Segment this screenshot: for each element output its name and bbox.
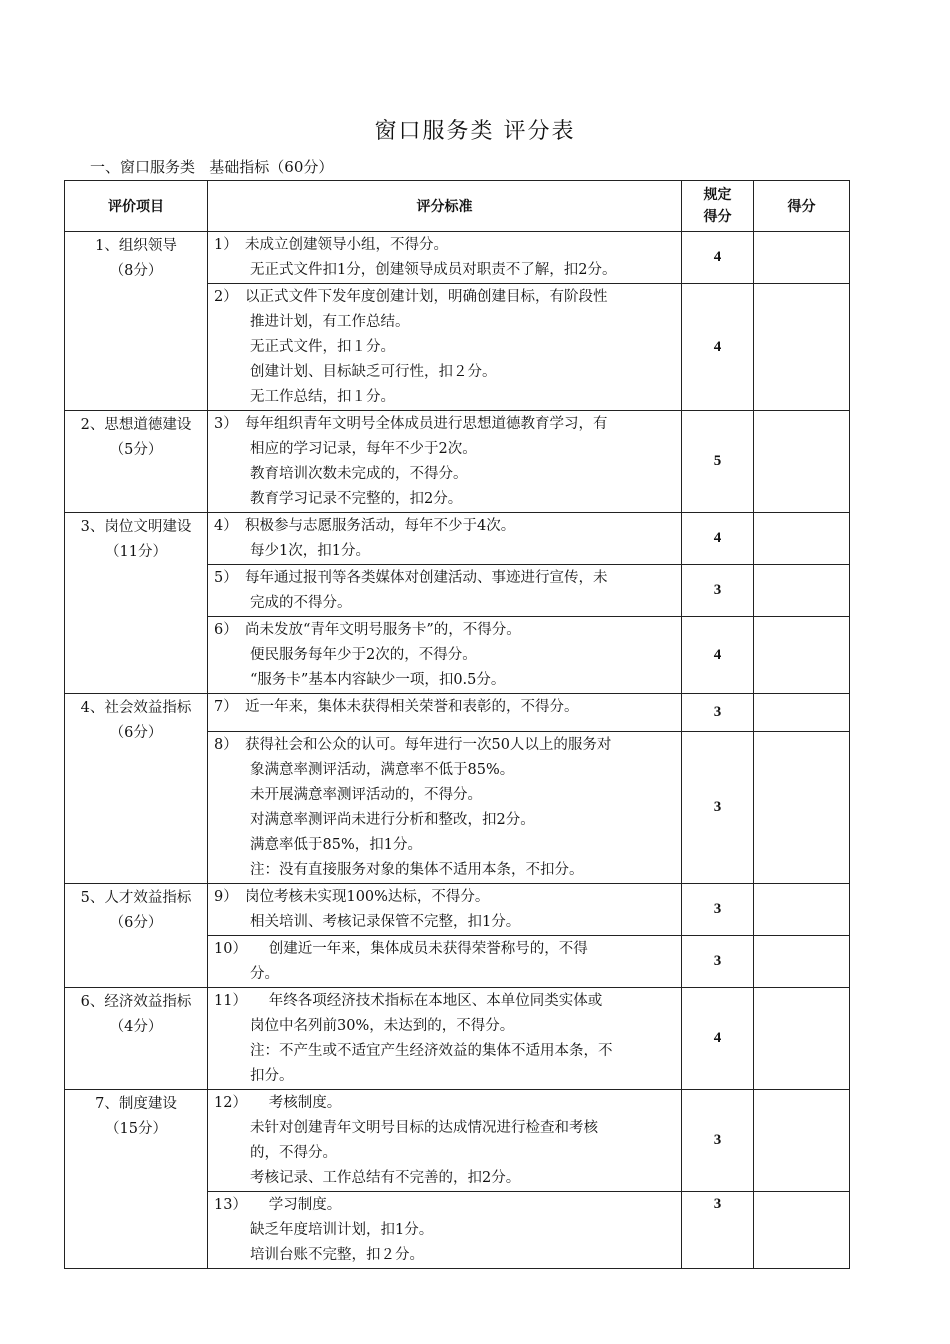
- prescribed-points: 3: [682, 1090, 754, 1192]
- category-cell: [65, 988, 208, 1090]
- criteria-line: 满意率低于85%，扣1分。: [250, 837, 422, 853]
- category-cell: [65, 411, 208, 513]
- score-input-cell[interactable]: [754, 694, 850, 732]
- prescribed-points: 3: [682, 936, 754, 988]
- header-points-line2: 得分: [703, 209, 732, 225]
- section-heading: 一、窗口服务类 基础指标（60分）: [90, 158, 334, 176]
- score-input-cell[interactable]: [754, 732, 850, 884]
- category-name: 3、岗位文明建设: [80, 519, 192, 535]
- table-row: [65, 694, 850, 732]
- header-points: [682, 181, 754, 232]
- criteria-line: 对满意率测评尚未进行分析和整改，扣2分。: [250, 812, 535, 828]
- criteria-line: 岗位中名列前30%，未达到的，不得分。: [250, 1018, 515, 1034]
- prescribed-points: 4: [682, 988, 754, 1090]
- criteria-line: 8） 获得社会和公众的认可。每年进行一次50人以上的服务对: [214, 737, 612, 753]
- criteria-cell: [208, 988, 682, 1090]
- criteria-line: 创建计划、目标缺乏可行性，扣２分。: [250, 364, 497, 380]
- criteria-line: 11） 年终各项经济技术指标在本地区、本单位同类实体或: [214, 993, 603, 1009]
- criteria-line: 每少1次，扣1分。: [250, 543, 370, 559]
- criteria-line: 7） 近一年来，集体未获得相关荣誉和表彰的，不得分。: [214, 699, 579, 715]
- criteria-line: 无正式文件，扣１分。: [250, 339, 395, 355]
- category-points: （5分）: [109, 442, 163, 458]
- category-name: 5、人才效益指标: [80, 890, 192, 906]
- prescribed-points: 3: [682, 1192, 754, 1269]
- category-points: （8分）: [109, 263, 163, 279]
- score-input-cell[interactable]: [754, 617, 850, 694]
- criteria-line: 培训台账不完整，扣２分。: [250, 1247, 424, 1263]
- criteria-line: 无工作总结，扣１分。: [250, 389, 395, 405]
- criteria-line: 10） 创建近一年来，集体成员未获得荣誉称号的，不得: [214, 941, 588, 957]
- table-row: [65, 1090, 850, 1192]
- prescribed-points: 4: [682, 617, 754, 694]
- category-points: （11分）: [105, 544, 167, 560]
- criteria-cell: [208, 1192, 682, 1269]
- criteria-cell: [208, 694, 682, 732]
- prescribed-points: 4: [682, 284, 754, 411]
- category-cell: [65, 1090, 208, 1269]
- criteria-cell: [208, 884, 682, 936]
- criteria-line: 无正式文件扣1分，创建领导成员对职责不了解，扣2分。: [250, 262, 617, 278]
- table-row: [65, 513, 850, 565]
- header-criteria: 评分标准: [208, 181, 682, 232]
- category-points: （6分）: [109, 915, 163, 931]
- criteria-line: 12） 考核制度。: [214, 1095, 342, 1111]
- criteria-cell: [208, 513, 682, 565]
- prescribed-points: 3: [682, 694, 754, 732]
- criteria-cell: [208, 732, 682, 884]
- category-points: （4分）: [109, 1019, 163, 1035]
- score-input-cell[interactable]: [754, 988, 850, 1090]
- prescribed-points: 3: [682, 884, 754, 936]
- header-score: 得分: [754, 181, 850, 232]
- table-row: [65, 988, 850, 1090]
- criteria-line: 注：没有直接服务对象的集体不适用本条，不扣分。: [250, 862, 584, 878]
- category-cell: [65, 694, 208, 884]
- criteria-line: 相关培训、考核记录保管不完整，扣1分。: [250, 914, 521, 930]
- header-points-line1: 规定: [703, 187, 732, 203]
- header-item: 评价项目: [65, 181, 208, 232]
- score-input-cell[interactable]: [754, 411, 850, 513]
- criteria-line: 3） 每年组织青年文明号全体成员进行思想道德教育学习，有: [214, 416, 608, 432]
- criteria-line: 13） 学习制度。: [214, 1197, 342, 1213]
- criteria-line: 教育学习记录不完整的，扣2分。: [250, 491, 463, 507]
- criteria-line: 2） 以正式文件下发年度创建计划，明确创建目标，有阶段性: [214, 289, 608, 305]
- table-row: [65, 232, 850, 284]
- scoring-table: [64, 180, 850, 1269]
- category-name: 4、社会效益指标: [80, 700, 192, 716]
- criteria-line: 便民服务每年少于2次的，不得分。: [250, 647, 477, 663]
- criteria-line: 的，不得分。: [250, 1145, 337, 1161]
- score-input-cell[interactable]: [754, 884, 850, 936]
- criteria-line: 相应的学习记录，每年不少于2次。: [250, 441, 477, 457]
- prescribed-points: 4: [682, 232, 754, 284]
- category-cell: [65, 884, 208, 988]
- score-input-cell[interactable]: [754, 284, 850, 411]
- table-header-row: [65, 181, 850, 232]
- category-name: 7、制度建设: [95, 1096, 177, 1112]
- prescribed-points: 5: [682, 411, 754, 513]
- criteria-line: 完成的不得分。: [250, 595, 352, 611]
- criteria-line: “服务卡”基本内容缺少一项，扣0.5分。: [250, 672, 506, 688]
- page-title: 窗口服务类 评分表: [374, 119, 576, 144]
- prescribed-points: 4: [682, 513, 754, 565]
- criteria-line: 未开展满意率测评活动的，不得分。: [250, 787, 482, 803]
- score-input-cell[interactable]: [754, 936, 850, 988]
- criteria-line: 推进计划，有工作总结。: [250, 314, 410, 330]
- score-input-cell[interactable]: [754, 232, 850, 284]
- criteria-cell: [208, 411, 682, 513]
- criteria-line: 教育培训次数未完成的，不得分。: [250, 466, 468, 482]
- criteria-line: 未针对创建青年文明号目标的达成情况进行检查和考核: [250, 1120, 598, 1136]
- score-input-cell[interactable]: [754, 513, 850, 565]
- score-input-cell[interactable]: [754, 565, 850, 617]
- criteria-line: 分。: [250, 966, 279, 982]
- prescribed-points: 3: [682, 565, 754, 617]
- criteria-line: 9） 岗位考核未实现100%达标，不得分。: [214, 889, 490, 905]
- prescribed-points: 3: [682, 732, 754, 884]
- criteria-line: 象满意率测评活动，满意率不低于85%。: [250, 762, 515, 778]
- category-cell: [65, 232, 208, 411]
- criteria-cell: [208, 284, 682, 411]
- criteria-line: 4） 积极参与志愿服务活动，每年不少于4次。: [214, 518, 516, 534]
- criteria-line: 考核记录、工作总结有不完善的，扣2分。: [250, 1170, 521, 1186]
- table-row: [65, 884, 850, 936]
- table-row: [65, 411, 850, 513]
- criteria-line: 6） 尚未发放“青年文明号服务卡”的，不得分。: [214, 622, 521, 638]
- score-input-cell[interactable]: [754, 1090, 850, 1192]
- category-points: （6分）: [109, 725, 163, 741]
- category-cell: [65, 513, 208, 694]
- criteria-line: 扣分。: [250, 1068, 294, 1084]
- score-input-cell[interactable]: [754, 1192, 850, 1269]
- criteria-cell: [208, 565, 682, 617]
- category-name: 2、思想道德建设: [80, 417, 192, 433]
- criteria-cell: [208, 1090, 682, 1192]
- category-name: 6、经济效益指标: [80, 994, 192, 1010]
- criteria-line: 注：不产生或不适宜产生经济效益的集体不适用本条，不: [250, 1043, 613, 1059]
- criteria-cell: [208, 232, 682, 284]
- category-name: 1、组织领导: [95, 238, 177, 254]
- criteria-line: 5） 每年通过报刊等各类媒体对创建活动、事迹进行宣传，未: [214, 570, 608, 586]
- criteria-line: 1） 未成立创建领导小组，不得分。: [214, 237, 448, 253]
- criteria-cell: [208, 617, 682, 694]
- category-points: （15分）: [105, 1121, 167, 1137]
- criteria-cell: [208, 936, 682, 988]
- criteria-line: 缺乏年度培训计划，扣1分。: [250, 1222, 434, 1238]
